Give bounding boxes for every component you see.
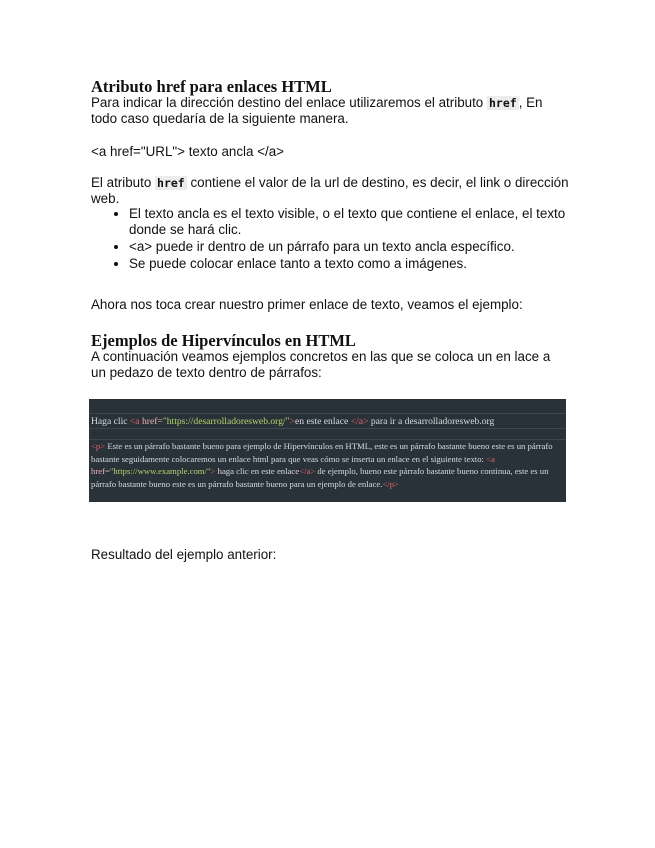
list-item: • El texto ancla es el texto visible, o el texto que contiene el enlace, el texto donde se hará clic.: [129, 206, 571, 238]
list-item: • <a> puede ir dentro de un párrafo para un texto ancla específico.: [129, 239, 571, 255]
code-string: "https://www.example.com/": [109, 466, 211, 476]
code-text: haga clic en este enlace: [215, 466, 300, 476]
code-text: en este enlace: [295, 416, 351, 427]
examples-intro: A continuación veamos ejemplos concretos en las que se coloca un en lace a un pedazo de texto dentro de párrafos:: [91, 349, 551, 380]
code-text: Este es un párrafo bastante bueno para ejemplo de Hipervínculos en HTML, este es un párrafo bastante bueno este es un párrafo bastante seguidamente colocaremos un enlace html para que veas cómo se inserta un enlace en el siguiente texto:: [91, 441, 553, 464]
syntax-example: <a href="URL"> texto ancla </a>: [91, 144, 285, 159]
code-tag: <a: [129, 416, 140, 427]
intro-code-href: href: [488, 96, 517, 110]
code-line-2: [89, 439, 566, 490]
code-tag: >: [210, 466, 216, 476]
list-item: • Se puede colocar enlace tanto a texto como a imágenes.: [129, 256, 571, 272]
code-tag: <a: [486, 453, 495, 464]
code-tag: </a>: [350, 416, 369, 427]
code-string: "https://desarrolladoresweb.org/": [162, 416, 290, 427]
code-text: para ir a desarrolladoresweb.org: [368, 416, 495, 427]
code-attr: href=: [91, 466, 110, 476]
heading-href-attribute: Atributo href para enlaces HTML: [91, 77, 332, 96]
bullet-list: [91, 206, 571, 273]
code-text: de ejemplo, bueno este párrafo bastante bueno continua, este es un párrafo bastante bueno este es un párrafo bastante bueno para un ejemplo de enlace.: [91, 466, 549, 489]
code-tag: </a>: [299, 466, 316, 476]
code-tag: <p>: [91, 441, 106, 451]
code-example-block: [89, 399, 566, 502]
intro-text-before: Para indicar la dirección destino del enlace utilizaremos el atributo: [91, 95, 487, 110]
code-tag: </p>: [382, 478, 399, 489]
desc-text-before: El atributo: [91, 175, 156, 190]
code-text: Haga clic: [91, 416, 130, 427]
code-line-1: [89, 413, 566, 429]
intro-paragraph: [91, 95, 571, 127]
code-attr: href=: [139, 416, 163, 427]
transition-paragraph: Ahora nos toca crear nuestro primer enlace de texto, veamos el ejemplo:: [91, 297, 523, 312]
intro-text-after: , En todo caso quedaría de la siguiente manera.: [91, 95, 543, 126]
href-description: [91, 175, 571, 207]
result-label: Resultado del ejemplo anterior:: [91, 547, 277, 562]
desc-code-href: href: [157, 176, 185, 190]
desc-text-after: contiene el valor de la url de destino, es decir, el link o dirección web.: [91, 175, 569, 206]
code-tag: >: [289, 416, 296, 427]
heading-hyperlink-examples: Ejemplos de Hipervínculos en HTML: [91, 331, 356, 350]
